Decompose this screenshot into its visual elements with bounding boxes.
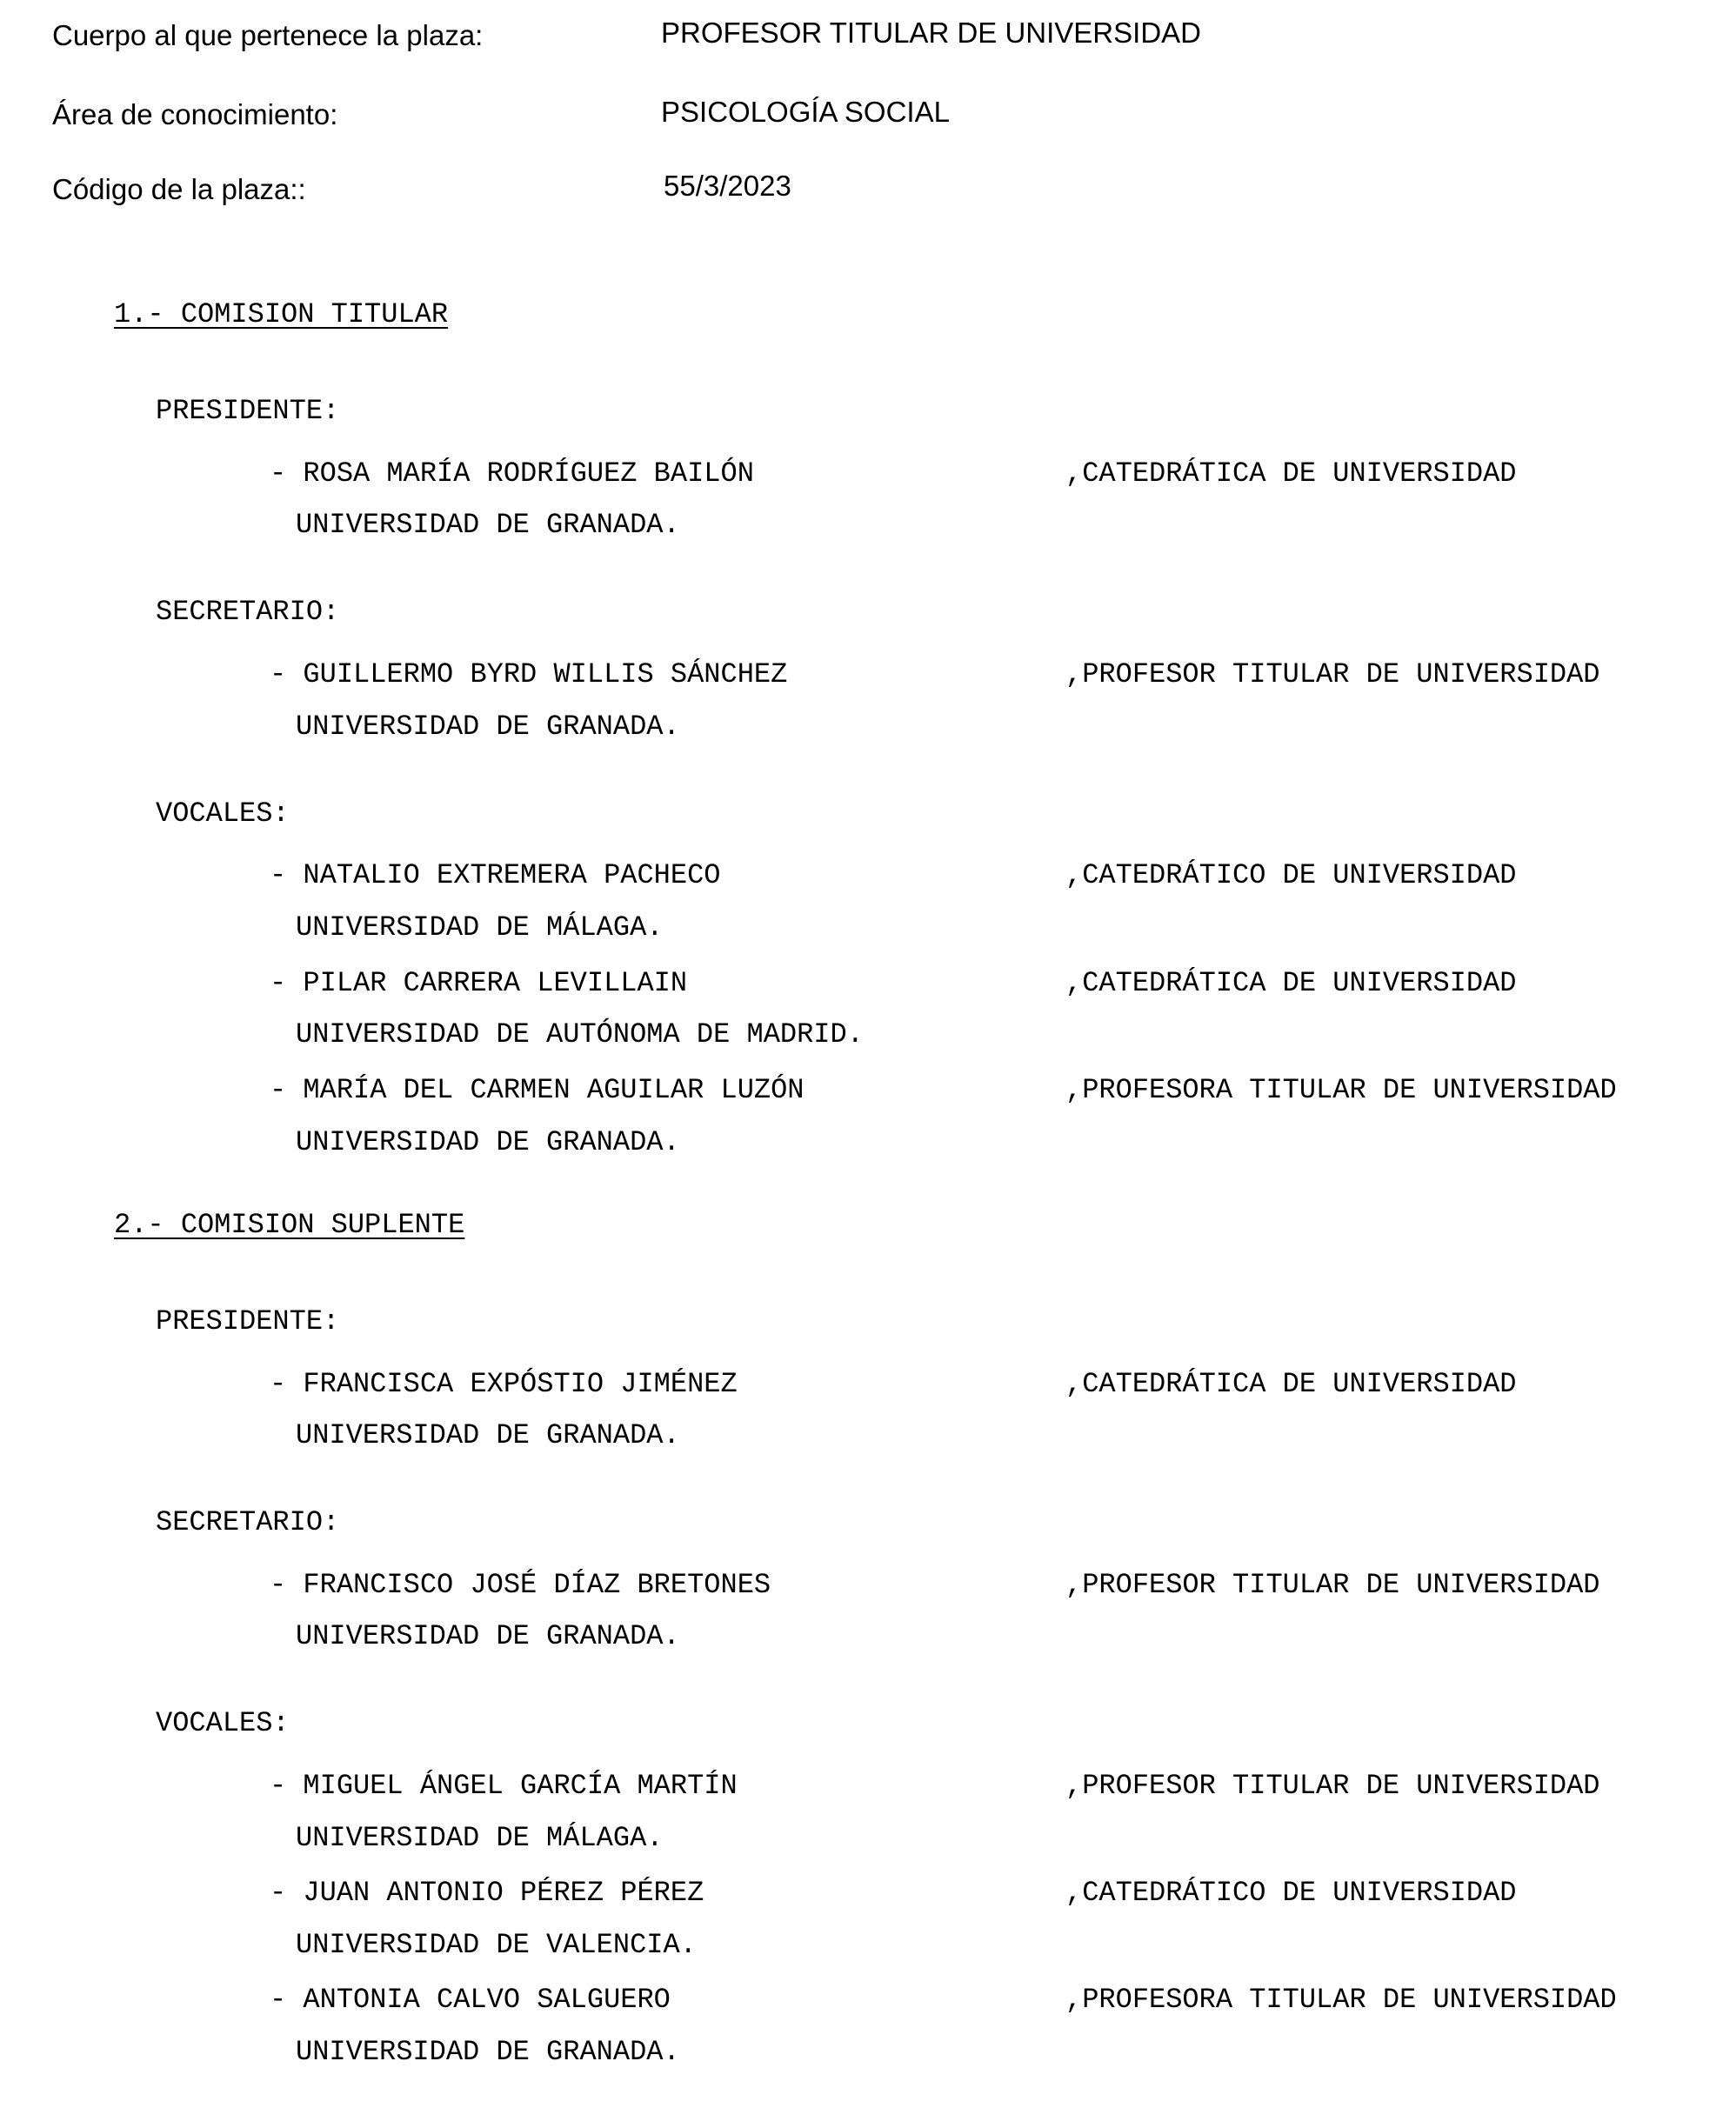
member-university: UNIVERSIDAD DE VALENCIA. (296, 1929, 697, 1961)
member-rank: ,CATEDRÁTICO DE UNIVERSIDAD (1065, 1877, 1517, 1909)
member-university: UNIVERSIDAD DE GRANADA. (296, 2036, 680, 2068)
member-university: UNIVERSIDAD DE GRANADA. (296, 1419, 680, 1451)
member-rank: ,PROFESOR TITULAR DE UNIVERSIDAD (1065, 1770, 1600, 1802)
member-name: - ANTONIA CALVO SALGUERO (270, 1984, 671, 2016)
member-rank: ,CATEDRÁTICA DE UNIVERSIDAD (1065, 967, 1517, 999)
cuerpo-label: Cuerpo al que pertenece la plaza: (52, 19, 484, 51)
member-rank: ,CATEDRÁTICA DE UNIVERSIDAD (1065, 1368, 1517, 1400)
section-title-titular: 1.- COMISION TITULAR (114, 298, 449, 330)
member-name: - PILAR CARRERA LEVILLAIN (270, 967, 688, 999)
member-university: UNIVERSIDAD DE AUTÓNOMA DE MADRID. (296, 1018, 864, 1051)
member-name: - MIGUEL ÁNGEL GARCÍA MARTÍN (270, 1770, 738, 1802)
member-university: UNIVERSIDAD DE GRANADA. (296, 710, 680, 743)
area-label: Área de conocimiento: (52, 98, 338, 130)
member-name: - JUAN ANTONIO PÉREZ PÉREZ (270, 1877, 704, 1909)
member-rank: ,CATEDRÁTICA DE UNIVERSIDAD (1065, 457, 1517, 490)
member-university: UNIVERSIDAD DE MÁLAGA. (296, 1822, 664, 1854)
member-name: - ROSA MARÍA RODRÍGUEZ BAILÓN (270, 457, 754, 490)
cuerpo-value: PROFESOR TITULAR DE UNIVERSIDAD (661, 17, 1201, 49)
role-label-secretario: SECRETARIO: (156, 1506, 340, 1538)
section-title-suplente: 2.- COMISION SUPLENTE (114, 1209, 465, 1241)
member-name: - FRANCISCO JOSÉ DÍAZ BRETONES (270, 1569, 771, 1601)
member-rank: ,PROFESORA TITULAR DE UNIVERSIDAD (1065, 1984, 1617, 2016)
member-rank: ,PROFESOR TITULAR DE UNIVERSIDAD (1065, 1569, 1600, 1601)
role-label-presidente: PRESIDENTE: (156, 1305, 340, 1338)
codigo-label: Código de la plaza:: (52, 173, 306, 205)
codigo-value: 55/3/2023 (664, 170, 791, 202)
member-rank: ,PROFESORA TITULAR DE UNIVERSIDAD (1065, 1074, 1617, 1106)
member-university: UNIVERSIDAD DE MÁLAGA. (296, 911, 664, 944)
area-value: PSICOLOGÍA SOCIAL (661, 96, 950, 128)
member-name: - GUILLERMO BYRD WILLIS SÁNCHEZ (270, 658, 788, 690)
role-label-secretario: SECRETARIO: (156, 596, 340, 628)
member-university: UNIVERSIDAD DE GRANADA. (296, 509, 680, 541)
member-name: - NATALIO EXTREMERA PACHECO (270, 859, 721, 891)
member-name: - MARÍA DEL CARMEN AGUILAR LUZÓN (270, 1074, 805, 1106)
member-name: - FRANCISCA EXPÓSTIO JIMÉNEZ (270, 1368, 738, 1400)
member-university: UNIVERSIDAD DE GRANADA. (296, 1126, 680, 1158)
role-label-presidente: PRESIDENTE: (156, 395, 340, 427)
role-label-vocales: VOCALES: (156, 797, 290, 830)
member-university: UNIVERSIDAD DE GRANADA. (296, 1620, 680, 1652)
member-rank: ,PROFESOR TITULAR DE UNIVERSIDAD (1065, 658, 1600, 690)
member-rank: ,CATEDRÁTICO DE UNIVERSIDAD (1065, 859, 1517, 891)
role-label-vocales: VOCALES: (156, 1707, 290, 1739)
